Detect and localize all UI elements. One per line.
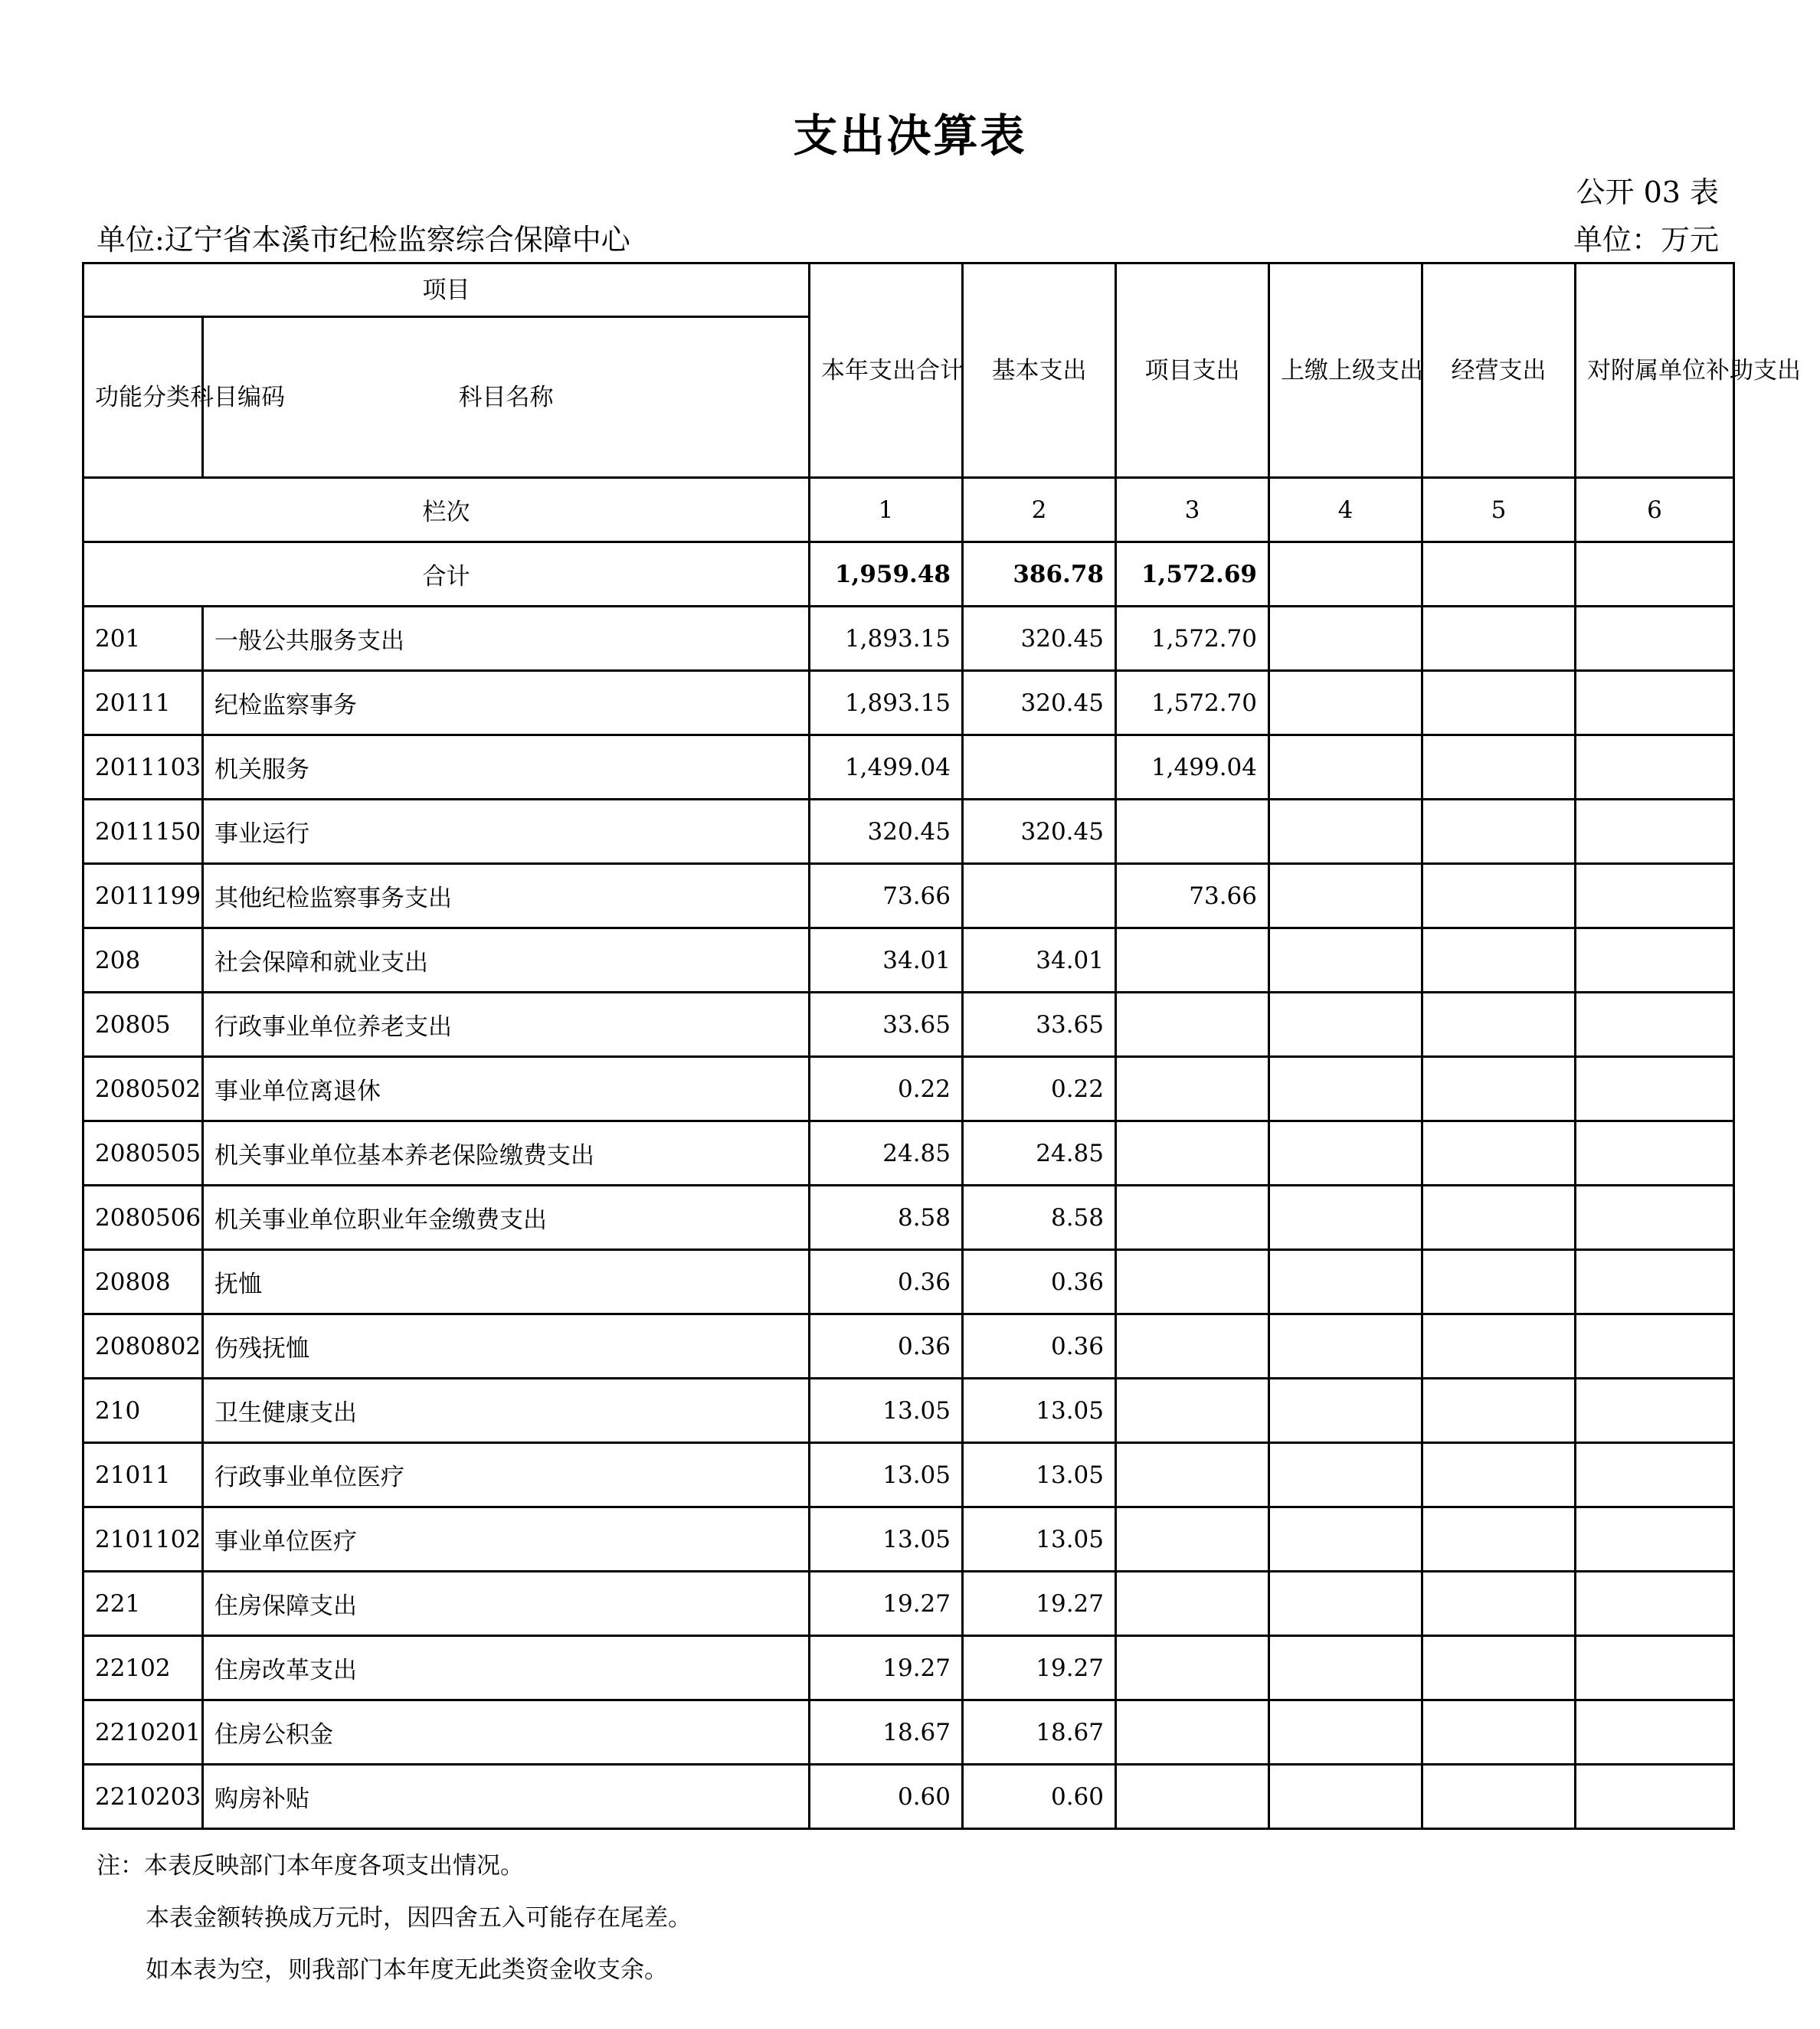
name-cell: 其他纪检监察事务支出 (203, 864, 810, 928)
upper-cell (1269, 1572, 1422, 1636)
name-cell: 抚恤 (203, 1250, 810, 1314)
code-cell: 2210203 (83, 1765, 203, 1829)
project-cell (1116, 1314, 1269, 1379)
column-index-cell: 5 (1422, 478, 1576, 542)
total-business (1422, 542, 1576, 607)
column-index-cell: 1 (810, 478, 963, 542)
table-row (83, 993, 1734, 1057)
total-cell: 320.45 (810, 800, 963, 864)
total-cell: 1,499.04 (810, 735, 963, 800)
header-basic: 基本支出 (963, 263, 1116, 478)
basic-cell: 24.85 (963, 1121, 1116, 1186)
organization-unit: 单位:辽宁省本溪市纪检监察综合保障中心 (97, 223, 630, 257)
subsidy-cell (1576, 1636, 1734, 1700)
column-index-cell: 6 (1576, 478, 1734, 542)
basic-cell: 0.60 (963, 1765, 1116, 1829)
business-cell (1422, 800, 1576, 864)
total-cell: 34.01 (810, 928, 963, 993)
total-upper (1269, 542, 1422, 607)
upper-cell (1269, 607, 1422, 671)
subsidy-cell (1576, 1700, 1734, 1765)
header-upper-level: 上缴上级支出 (1269, 263, 1422, 478)
table-row (83, 1121, 1734, 1186)
name-cell: 购房补贴 (203, 1765, 810, 1829)
project-cell (1116, 1121, 1269, 1186)
name-cell: 住房公积金 (203, 1700, 810, 1765)
subsidy-cell (1576, 1121, 1734, 1186)
project-cell (1116, 1186, 1269, 1250)
subsidy-cell (1576, 1250, 1734, 1314)
basic-cell: 320.45 (963, 671, 1116, 735)
upper-cell (1269, 1700, 1422, 1765)
total-cell: 13.05 (810, 1443, 963, 1507)
subsidy-cell (1576, 1443, 1734, 1507)
header-business: 经营支出 (1422, 263, 1576, 478)
name-cell: 机关事业单位职业年金缴费支出 (203, 1186, 810, 1250)
total-cell: 19.27 (810, 1572, 963, 1636)
project-cell (1116, 1765, 1269, 1829)
table-row (83, 1636, 1734, 1700)
total-cell: 1,893.15 (810, 671, 963, 735)
subsidy-cell (1576, 1314, 1734, 1379)
project-cell (1116, 928, 1269, 993)
business-cell (1422, 1700, 1576, 1765)
subsidy-cell (1576, 864, 1734, 928)
subsidy-cell (1576, 1186, 1734, 1250)
total-cell: 1,893.15 (810, 607, 963, 671)
currency-unit: 单位：万元 (1573, 223, 1719, 257)
upper-cell (1269, 1314, 1422, 1379)
table-row (83, 1314, 1734, 1379)
header-project-expenditure: 项目支出 (1116, 263, 1269, 478)
column-index-cell: 4 (1269, 478, 1422, 542)
form-number: 公开 03 表 (1576, 175, 1719, 209)
project-cell (1116, 1250, 1269, 1314)
upper-cell (1269, 1057, 1422, 1121)
basic-cell: 13.05 (963, 1507, 1116, 1572)
subsidy-cell (1576, 1057, 1734, 1121)
basic-cell: 13.05 (963, 1443, 1116, 1507)
basic-cell: 8.58 (963, 1186, 1116, 1250)
upper-cell (1269, 928, 1422, 993)
code-cell: 21011 (83, 1443, 203, 1507)
total-cell: 0.22 (810, 1057, 963, 1121)
code-cell: 2011199 (83, 864, 203, 928)
upper-cell (1269, 1186, 1422, 1250)
upper-cell (1269, 735, 1422, 800)
upper-cell (1269, 1250, 1422, 1314)
subsidy-cell (1576, 800, 1734, 864)
upper-cell (1269, 1379, 1422, 1443)
name-cell: 事业单位离退休 (203, 1057, 810, 1121)
business-cell (1422, 1507, 1576, 1572)
total-cell: 19.27 (810, 1636, 963, 1700)
subsidy-cell (1576, 993, 1734, 1057)
upper-cell (1269, 1636, 1422, 1700)
name-cell: 住房改革支出 (203, 1636, 810, 1700)
code-cell: 20805 (83, 993, 203, 1057)
basic-cell: 34.01 (963, 928, 1116, 993)
total-cell: 0.36 (810, 1250, 963, 1314)
code-cell: 221 (83, 1572, 203, 1636)
table-row (83, 1765, 1734, 1829)
code-cell: 20111 (83, 671, 203, 735)
subsidy-cell (1576, 671, 1734, 735)
code-cell: 2210201 (83, 1700, 203, 1765)
upper-cell (1269, 1507, 1422, 1572)
total-cell: 13.05 (810, 1507, 963, 1572)
header-project: 项目 (83, 263, 810, 317)
project-cell (1116, 800, 1269, 864)
code-cell: 201 (83, 607, 203, 671)
upper-cell (1269, 1765, 1422, 1829)
project-cell (1116, 1636, 1269, 1700)
subsidy-cell (1576, 1572, 1734, 1636)
project-cell: 1,499.04 (1116, 735, 1269, 800)
table-row (83, 1186, 1734, 1250)
name-cell: 机关服务 (203, 735, 810, 800)
business-cell (1422, 1121, 1576, 1186)
basic-cell (963, 864, 1116, 928)
basic-cell: 0.36 (963, 1250, 1116, 1314)
project-cell (1116, 1379, 1269, 1443)
total-cell: 0.60 (810, 1765, 963, 1829)
upper-cell (1269, 800, 1422, 864)
code-cell: 20808 (83, 1250, 203, 1314)
total-label: 合计 (83, 542, 810, 607)
code-cell: 2080506 (83, 1186, 203, 1250)
total-cell: 0.36 (810, 1314, 963, 1379)
basic-cell: 19.27 (963, 1636, 1116, 1700)
upper-cell (1269, 671, 1422, 735)
basic-cell: 320.45 (963, 607, 1116, 671)
upper-cell (1269, 1121, 1422, 1186)
name-cell: 伤残抚恤 (203, 1314, 810, 1379)
total-amount: 1,959.48 (810, 542, 963, 607)
name-cell: 一般公共服务支出 (203, 607, 810, 671)
notes (97, 1840, 692, 1996)
table-row (83, 1057, 1734, 1121)
code-cell: 210 (83, 1379, 203, 1443)
note-line: 如本表为空，则我部门本年度无此类资金收支余。 (146, 1956, 668, 1984)
note-line: 本表金额转换成万元时，因四舍五入可能存在尾差。 (146, 1904, 692, 1932)
table-row (83, 1250, 1734, 1314)
project-cell (1116, 1572, 1269, 1636)
business-cell (1422, 1636, 1576, 1700)
basic-cell: 0.36 (963, 1314, 1116, 1379)
subsidy-cell (1576, 607, 1734, 671)
name-cell: 行政事业单位养老支出 (203, 993, 810, 1057)
business-cell (1422, 671, 1576, 735)
table-row (83, 671, 1734, 735)
code-cell: 208 (83, 928, 203, 993)
subsidy-cell (1576, 735, 1734, 800)
business-cell (1422, 993, 1576, 1057)
subsidy-cell (1576, 928, 1734, 993)
basic-cell: 320.45 (963, 800, 1116, 864)
name-cell: 卫生健康支出 (203, 1379, 810, 1443)
header-name: 科目名称 (203, 317, 810, 478)
subsidy-cell (1576, 1765, 1734, 1829)
total-cell: 18.67 (810, 1700, 963, 1765)
column-index-cell: 3 (1116, 478, 1269, 542)
upper-cell (1269, 1443, 1422, 1507)
table-row (83, 1507, 1734, 1572)
table-row (83, 735, 1734, 800)
name-cell: 事业运行 (203, 800, 810, 864)
code-cell: 2101102 (83, 1507, 203, 1572)
business-cell (1422, 1443, 1576, 1507)
column-index-cell: 2 (963, 478, 1116, 542)
total-row (83, 542, 1734, 607)
name-cell: 事业单位医疗 (203, 1507, 810, 1572)
business-cell (1422, 1057, 1576, 1121)
business-cell (1422, 1314, 1576, 1379)
business-cell (1422, 1572, 1576, 1636)
total-cell: 24.85 (810, 1121, 963, 1186)
project-cell: 1,572.70 (1116, 671, 1269, 735)
name-cell: 机关事业单位基本养老保险缴费支出 (203, 1121, 810, 1186)
code-cell: 2011103 (83, 735, 203, 800)
table-row (83, 1572, 1734, 1636)
basic-cell: 0.22 (963, 1057, 1116, 1121)
total-cell: 33.65 (810, 993, 963, 1057)
basic-cell (963, 735, 1116, 800)
business-cell (1422, 1186, 1576, 1250)
table-row (83, 607, 1734, 671)
project-cell (1116, 1443, 1269, 1507)
basic-cell: 19.27 (963, 1572, 1116, 1636)
table-row (83, 1379, 1734, 1443)
name-cell: 行政事业单位医疗 (203, 1443, 810, 1507)
code-cell: 2011150 (83, 800, 203, 864)
upper-cell (1269, 993, 1422, 1057)
header-subsidy: 对附属单位补助支出 (1576, 263, 1734, 478)
business-cell (1422, 864, 1576, 928)
code-cell: 2080505 (83, 1121, 203, 1186)
subsidy-cell (1576, 1507, 1734, 1572)
header-code: 功能分类科目编码 (83, 317, 203, 478)
total-cell: 73.66 (810, 864, 963, 928)
project-cell (1116, 993, 1269, 1057)
business-cell (1422, 1379, 1576, 1443)
code-cell: 2080802 (83, 1314, 203, 1379)
upper-cell (1269, 864, 1422, 928)
expenditure-table (82, 262, 1801, 1830)
business-cell (1422, 928, 1576, 993)
page-title: 支出决算表 (793, 110, 1027, 162)
name-cell: 住房保障支出 (203, 1572, 810, 1636)
business-cell (1422, 735, 1576, 800)
name-cell: 纪检监察事务 (203, 671, 810, 735)
column-index-row (83, 478, 1734, 542)
total-project: 1,572.69 (1116, 542, 1269, 607)
column-index-label: 栏次 (83, 478, 810, 542)
table-row (83, 928, 1734, 993)
project-cell (1116, 1700, 1269, 1765)
table-row (83, 864, 1734, 928)
basic-cell: 13.05 (963, 1379, 1116, 1443)
business-cell (1422, 1250, 1576, 1314)
project-cell (1116, 1507, 1269, 1572)
table-row (83, 1443, 1734, 1507)
project-cell (1116, 1057, 1269, 1121)
subsidy-cell (1576, 1379, 1734, 1443)
table-row (83, 800, 1734, 864)
business-cell (1422, 1765, 1576, 1829)
header-total: 本年支出合计 (810, 263, 963, 478)
total-subsidy (1576, 542, 1734, 607)
name-cell: 社会保障和就业支出 (203, 928, 810, 993)
total-cell: 8.58 (810, 1186, 963, 1250)
business-cell (1422, 607, 1576, 671)
project-cell: 73.66 (1116, 864, 1269, 928)
code-cell: 22102 (83, 1636, 203, 1700)
project-cell: 1,572.70 (1116, 607, 1269, 671)
basic-cell: 18.67 (963, 1700, 1116, 1765)
total-basic: 386.78 (963, 542, 1116, 607)
basic-cell: 33.65 (963, 993, 1116, 1057)
note-line: 注：本表反映部门本年度各项支出情况。 (97, 1852, 524, 1880)
table-row (83, 1700, 1734, 1765)
code-cell: 2080502 (83, 1057, 203, 1121)
total-cell: 13.05 (810, 1379, 963, 1443)
